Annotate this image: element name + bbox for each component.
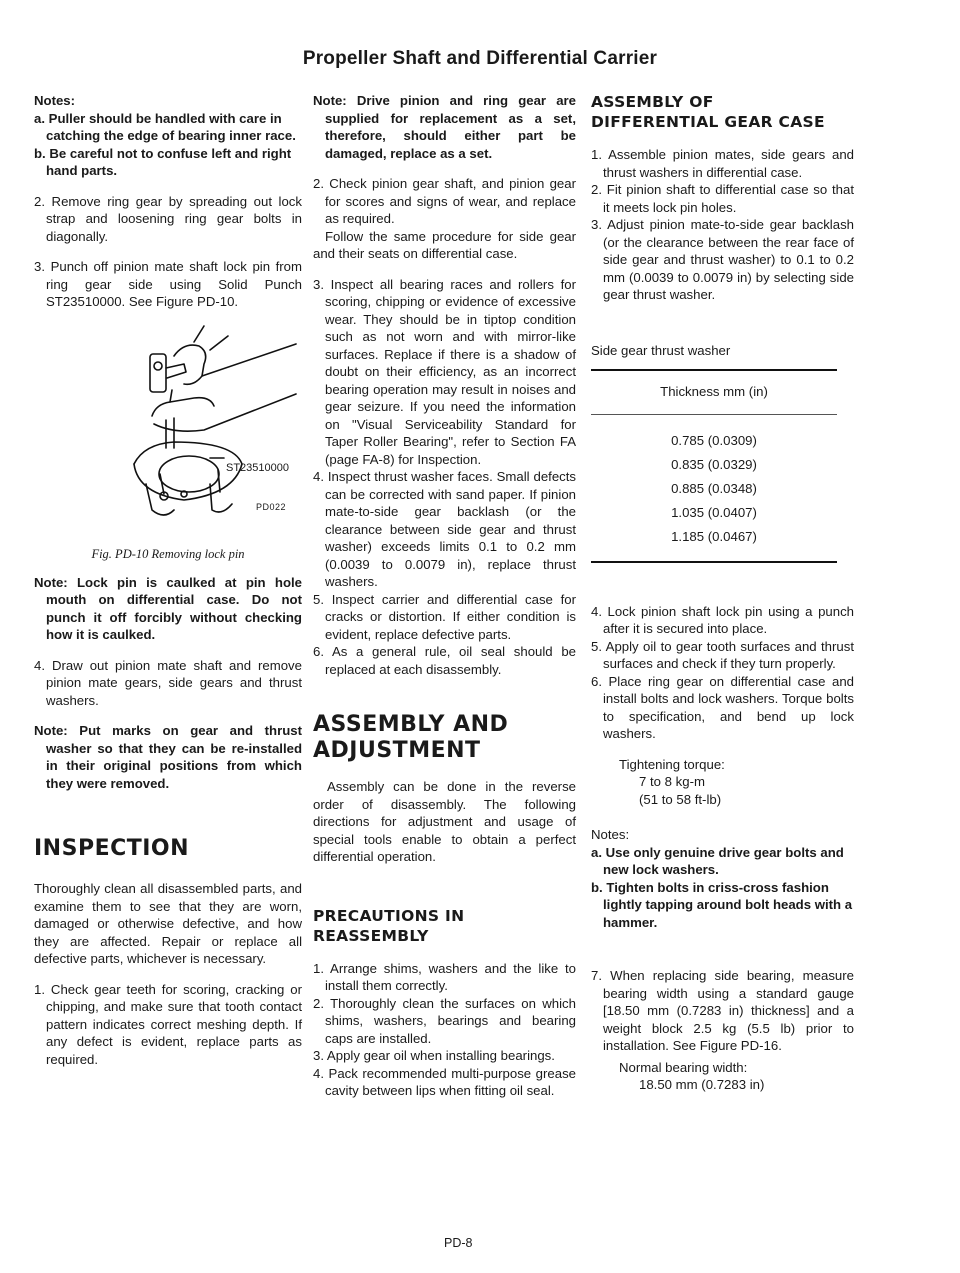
assembly-notes-block bbox=[591, 826, 854, 931]
heading-assembly-line-1: ASSEMBLY AND bbox=[313, 712, 509, 737]
assembly-step-6: 6. Place ring gear on differential case and install bolts and lock washers. Torque bolts to specification, and bend up lock washers. bbox=[591, 673, 854, 741]
figure-code: PD022 bbox=[256, 501, 287, 512]
step-2-remove-ring-gear: 2. Remove ring gear by spreading out lock strap and loosening ring gear bolts in diagonally. bbox=[34, 193, 302, 244]
table-row: 1.035 (0.0407) bbox=[671, 504, 757, 520]
column-middle bbox=[313, 92, 576, 1113]
thrust-washer-table bbox=[591, 369, 837, 563]
heading-assembly-of-diff-case bbox=[591, 92, 854, 132]
heading-assembly-of-line-2: DIFFERENTIAL GEAR CASE bbox=[591, 113, 825, 131]
assembly-note-a: a. Use only genuine drive gear bolts and new lock washers. bbox=[591, 844, 844, 877]
notes-heading: Notes: bbox=[34, 93, 76, 108]
precaution-4: 4. Pack recommended multi-purpose grease cavity between lips when fitting oil seal. bbox=[313, 1065, 576, 1098]
figure-pd-10 bbox=[34, 324, 302, 574]
inspection-intro: Thoroughly clean all disassembled parts, and examine them to see that they are worn, damaged or otherwise defective, and how they are affected. Repair or replace all defective parts, whichever is necessary. bbox=[34, 881, 302, 966]
table-caption: Side gear thrust washer bbox=[591, 342, 731, 358]
assembly-step-7: 7. When replacing side bearing, measure bearing width using a standard gauge [18.50 mm (0.7283 in) thickness] and a weight block 2.5 kg (5.5 lb) prior to installation. See Figure PD-16. bbox=[591, 968, 854, 1053]
inspection-step-5: 5. Inspect carrier and differential case for cracks or distortion. If either condition is evident, replace defective parts. bbox=[313, 591, 576, 642]
page-header: Propeller Shaft and Differential Carrier bbox=[302, 48, 658, 69]
assembly-notes-heading: Notes: bbox=[591, 827, 630, 842]
precaution-3: 3. Apply gear oil when installing bearings. bbox=[313, 1048, 555, 1063]
heading-precautions-line-2: REASSEMBLY bbox=[313, 926, 429, 945]
inspection-step-3: 3. Inspect all bearing races and rollers for scoring, chipping or evidence of excessive wear. They should be in tiptop condition such as not worn and with mirror-like surfaces. Replace if there is a shadow of doubt on their efficiency, as an incorrect bearing operation may result in noises and gear seizure. If you need the information on "Visual Serviceability Standard for Taper Roller Bearing", refer to Section FA (page FA-8) for Inspection. bbox=[313, 276, 576, 467]
figure-callout-tool-number: ST23510000 bbox=[226, 461, 289, 474]
note-lock-pin-caulked: Note: Lock pin is caulked at pin hole mouth on differential case. Do not punch it off forcibly without checking how it is caulked. bbox=[34, 574, 302, 642]
heading-assembly-and-adjustment bbox=[313, 712, 576, 764]
table-row: 0.885 (0.0348) bbox=[671, 480, 757, 496]
heading-precautions-line-1: PRECAUTIONS IN bbox=[313, 906, 465, 925]
figure-caption: Fig. PD-10 Removing lock pin bbox=[91, 546, 245, 561]
inspection-step-1: 1. Check gear teeth for scoring, cracking or chipping, and make sure that tooth contact pattern indicates correct meshing depth. If any defect is evident, replace parts as required. bbox=[34, 981, 302, 1067]
step-4-draw-out-shaft: 4. Draw out pinion mate shaft and remove pinion mate gears, side gears and thrust washers. bbox=[34, 657, 302, 708]
heading-precautions bbox=[313, 906, 576, 946]
tightening-torque-spec bbox=[591, 756, 854, 809]
inspection-step-2-follow: Follow the same procedure for side gear and their seats on differential case. bbox=[313, 228, 576, 261]
table-row: 0.785 (0.0309) bbox=[671, 432, 757, 448]
inspection-step-4: 4. Inspect thrust washer faces. Small defects can be corrected with sand paper. If pinion mate-to-side gear backlash (or the clearance between side gear and thrust washer) exceeds limits 0.1 to 0.2 mm (0.0039 to 0.0079 in), replace thrust washers. bbox=[313, 469, 576, 589]
normal-bearing-width-value: 18.50 mm (0.7283 in) bbox=[639, 1077, 765, 1092]
note-put-marks: Note: Put marks on gear and thrust washer so that they can be re-installed in their original positions from which they were removed. bbox=[34, 723, 302, 791]
table-row: 0.835 (0.0329) bbox=[671, 456, 757, 472]
note-b: b. Be careful not to confuse left and right hand parts. bbox=[34, 145, 292, 178]
column-left bbox=[34, 92, 302, 1081]
assembly-step-1: 1. Assemble pinion mates, side gears and thrust washers in differential case. bbox=[591, 147, 854, 180]
notes-block bbox=[34, 92, 302, 180]
table-row: 1.185 (0.0467) bbox=[671, 528, 757, 544]
column-right bbox=[591, 92, 854, 1094]
torque-value-imperial: (51 to 58 ft-lb) bbox=[639, 791, 722, 807]
assembly-step-2: 2. Fit pinion shaft to differential case so that it meets lock pin holes. bbox=[591, 182, 854, 215]
hammer-head-shape bbox=[150, 354, 166, 392]
normal-bearing-width bbox=[591, 1059, 854, 1094]
assembly-note-b: b. Tighten bolts in criss-cross fashion lightly tapping around bolt heads with a hammer. bbox=[591, 879, 853, 930]
heading-assembly-line-2: ADJUSTMENT bbox=[313, 738, 481, 763]
table-body bbox=[591, 415, 837, 561]
inspection-step-6: 6. As a general rule, oil seal should be replaced at each disassembly. bbox=[313, 644, 576, 677]
assembly-step-3: 3. Adjust pinion mate-to-side gear backlash (or the clearance between the rear face of side gear and thrust washer) to 0.1 to 0.2 mm (0.0039 to 0.0079 in) by selecting side gear thrust washer. bbox=[591, 217, 854, 302]
torque-value-metric: 7 to 8 kg-m bbox=[639, 774, 705, 789]
assembly-step-4: 4. Lock pinion shaft lock pin using a punch after it is secured into place. bbox=[591, 603, 854, 636]
torque-label: Tightening torque: bbox=[619, 756, 725, 772]
assembly-step-5: 5. Apply oil to gear tooth surfaces and thrust surfaces and check if they turn properly. bbox=[591, 638, 854, 671]
normal-bearing-width-label: Normal bearing width: bbox=[619, 1059, 748, 1075]
note-replace-as-set: Note: Drive pinion and ring gear are supplied for replacement as a set, therefore, should either part be damaged, replace as a set. bbox=[313, 93, 576, 161]
precaution-2: 2. Thoroughly clean the surfaces on which shims, washers, bearings and bearing caps are installed. bbox=[313, 995, 576, 1046]
note-a: a. Puller should be handled with care in catching the edge of bearing inner race. bbox=[34, 110, 296, 143]
heading-assembly-of-line-1: ASSEMBLY OF bbox=[591, 93, 714, 111]
assembly-intro: Assembly can be done in the reverse order of disassembly. The following directions for adjustment and usage of special tools enable to obtain a perfect differential operation. bbox=[313, 779, 576, 864]
precaution-1: 1. Arrange shims, washers and the like to install them correctly. bbox=[313, 960, 576, 993]
heading-inspection: INSPECTION bbox=[34, 836, 190, 861]
step-3-punch-lock-pin: 3. Punch off pinion mate shaft lock pin from ring gear side using Solid Punch ST23510000. See Figure PD-10. bbox=[34, 259, 302, 309]
inspection-step-2: 2. Check pinion gear shaft, and pinion gear for scores and signs of wear, and replace as required. bbox=[313, 176, 576, 226]
page-number: PD-8 bbox=[444, 1236, 473, 1250]
table-header: Thickness mm (in) bbox=[660, 384, 768, 399]
